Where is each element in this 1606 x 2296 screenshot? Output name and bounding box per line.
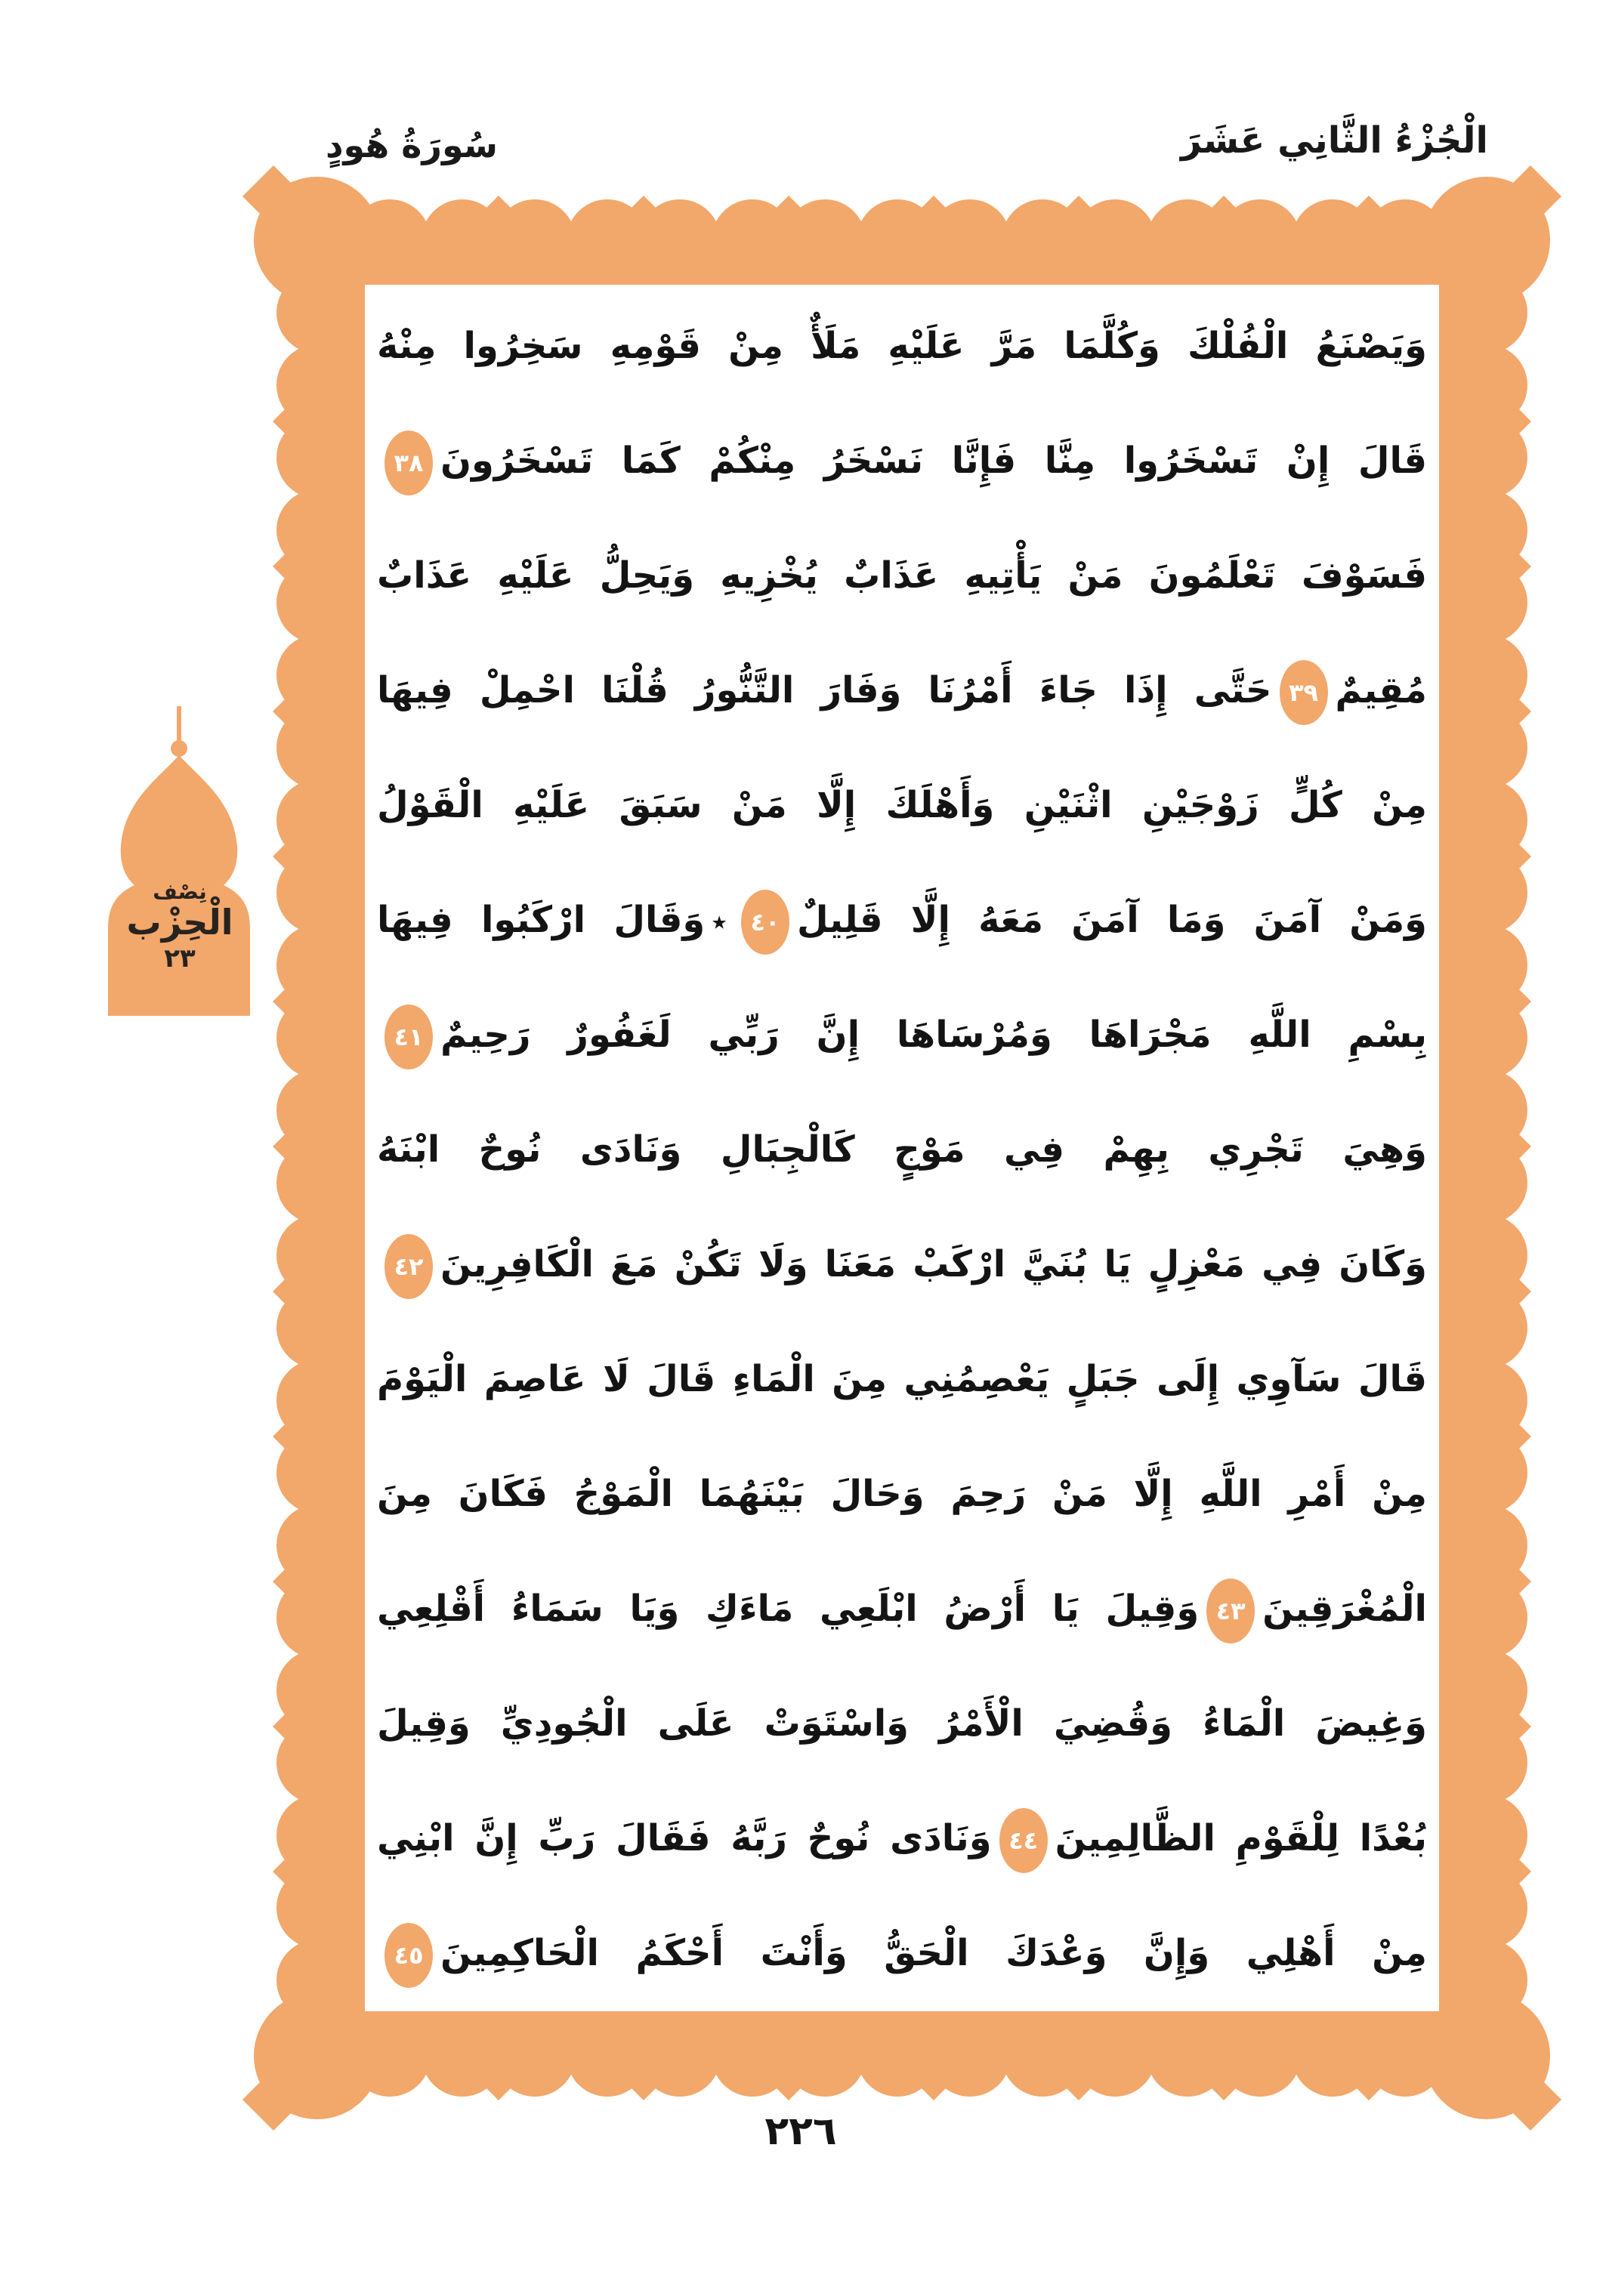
quran-text: وَمَنْ آمَنَ وَمَا آمَنَ مَعَهُ إِلَّا قَلِيلٌ — [797, 899, 1427, 941]
quran-line — [377, 1896, 1427, 2011]
hizb-marker — [108, 880, 252, 973]
quran-line — [377, 403, 1427, 518]
quran-line — [377, 518, 1427, 633]
surah-header: سُورَةُ هُودٍ — [325, 125, 499, 165]
ayah-number-marker: ٤٠ — [741, 890, 789, 955]
quran-text: حَتَّى إِذَا جَاءَ أَمْرُنَا وَفَارَ التَّنُّورُ قُلْنَا احْمِلْ فِيهَا — [377, 669, 1272, 711]
quran-text: وَهِيَ تَجْرِي بِهِمْ فِي مَوْجٍ كَالْجِبَالِ وَنَادَى نُوحٌ ابْنَهُ — [377, 1128, 1427, 1171]
quran-text: وَكَانَ فِي مَعْزِلٍ يَا بُنَيَّ ارْكَبْ مَعَنَا وَلَا تَكُنْ مَعَ الْكَافِرِينَ — [440, 1243, 1427, 1285]
quran-text: وَقَالَ ارْكَبُوا فِيهَا — [377, 899, 706, 941]
hizb-marker-word-nisf: نِصْف — [153, 879, 207, 904]
ayah-number-marker: ٤٣ — [1206, 1578, 1255, 1643]
quran-line — [377, 863, 1427, 977]
quran-text: مِنْ أَمْرِ اللَّهِ إِلَّا مَنْ رَحِمَ وَحَالَ بَيْنَهُمَا الْمَوْجُ فَكَانَ مِنَ — [377, 1473, 1427, 1515]
quran-line — [377, 1437, 1427, 1551]
quran-line — [377, 289, 1427, 403]
ayah-number-marker: ٤٤ — [999, 1808, 1048, 1873]
hizb-marker-number: ٢٣ — [164, 943, 196, 974]
ayah-number-marker: ٣٨ — [385, 430, 433, 495]
quran-text: وَيَصْنَعُ الْفُلْكَ وَكُلَّمَا مَرَّ عَلَيْهِ مَلَأٌ مِنْ قَوْمِهِ سَخِرُوا مِنْهُ — [377, 325, 1427, 367]
quran-text: بِسْمِ اللَّهِ مَجْرَاهَا وَمُرْسَاهَا إِنَّ رَبِّي لَغَفُورٌ رَحِيمٌ — [440, 1014, 1427, 1056]
quran-line — [377, 1551, 1427, 1666]
quran-line — [377, 1207, 1427, 1322]
quran-text: مِنْ أَهْلِي وَإِنَّ وَعْدَكَ الْحَقُّ وَأَنْتَ أَحْكَمُ الْحَاكِمِينَ — [440, 1932, 1427, 1974]
quran-line — [377, 977, 1427, 1092]
page-number: ٢٢٦ — [764, 2109, 837, 2154]
rub-el-hizb-star-icon: ٭ — [711, 905, 728, 940]
juz-header: الْجُزْءُ الثَّانِي عَشَرَ — [1180, 119, 1488, 162]
quran-text: مُقِيمٌ — [1335, 669, 1427, 711]
quran-text: وَقِيلَ يَا أَرْضُ ابْلَعِي مَاءَكِ وَيَا سَمَاءُ أَقْلِعِي — [377, 1588, 1200, 1630]
quran-text: وَغِيضَ الْمَاءُ وَقُضِيَ الْأَمْرُ وَاسْتَوَتْ عَلَى الْجُودِيِّ وَقِيلَ — [377, 1702, 1427, 1745]
ayah-number-marker: ٤٢ — [385, 1234, 433, 1299]
quran-line — [377, 1781, 1427, 1896]
quran-text: مِنْ كُلٍّ زَوْجَيْنِ اثْنَيْنِ وَأَهْلَكَ إِلَّا مَنْ سَبَقَ عَلَيْهِ الْقَوْلُ — [377, 784, 1427, 826]
quran-line — [377, 633, 1427, 748]
quran-text: بُعْدًا لِلْقَوْمِ الظَّالِمِينَ — [1055, 1817, 1428, 1859]
quran-text: وَنَادَى نُوحٌ رَبَّهُ فَقَالَ رَبِّ إِنَّ ابْنِي — [377, 1817, 992, 1859]
quran-text-area — [365, 285, 1439, 2011]
hizb-marker-word-hizb: الْحِزْب — [126, 902, 233, 943]
quran-line — [377, 1092, 1427, 1207]
quran-line — [377, 748, 1427, 863]
ayah-number-marker: ٤١ — [385, 1004, 433, 1069]
ayah-number-marker: ٣٩ — [1280, 660, 1328, 725]
ayah-number-marker: ٤٥ — [385, 1923, 433, 1988]
quran-text: فَسَوْفَ تَعْلَمُونَ مَنْ يَأْتِيهِ عَذَابٌ يُخْزِيهِ وَيَحِلُّ عَلَيْهِ عَذَابٌ — [377, 554, 1427, 597]
quran-line — [377, 1322, 1427, 1437]
quran-text: قَالَ إِنْ تَسْخَرُوا مِنَّا فَإِنَّا نَسْخَرُ مِنْكُمْ كَمَا تَسْخَرُونَ — [440, 440, 1427, 482]
quran-line — [377, 1666, 1427, 1781]
quran-text: قَالَ سَآوِي إِلَى جَبَلٍ يَعْصِمُنِي مِنَ الْمَاءِ قَالَ لَا عَاصِمَ الْيَوْمَ — [377, 1358, 1427, 1400]
quran-text: الْمُغْرَقِينَ — [1262, 1588, 1427, 1630]
